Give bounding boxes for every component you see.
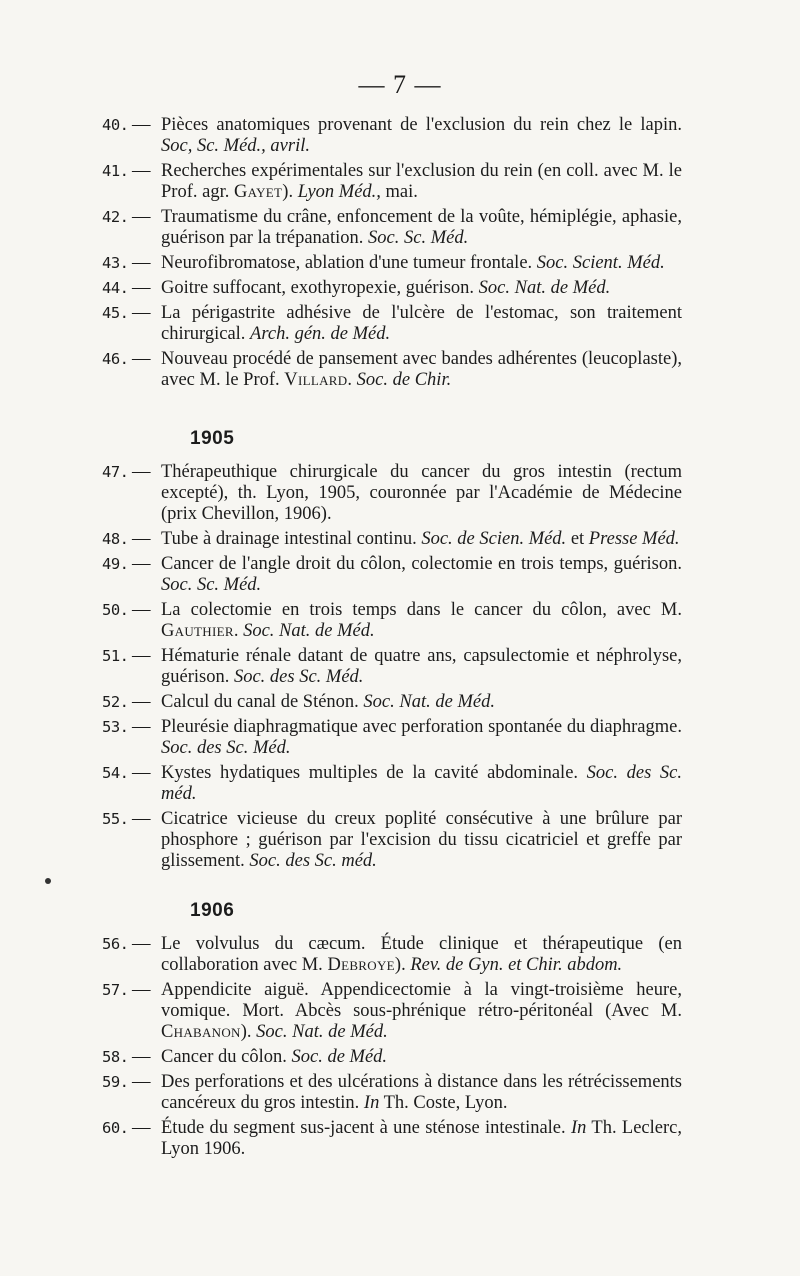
ink-dot bbox=[45, 878, 51, 884]
entry-number: 57. bbox=[102, 981, 129, 999]
list-item: 56. — Le volvulus du cæcum. Étude clinique et thérapeutique (en collaboration avec M. Debroye). Rev. de Gyn. et Chir. abdom. bbox=[102, 934, 682, 975]
entry-number: 55. bbox=[102, 810, 129, 828]
entry-number: 49. bbox=[102, 555, 129, 573]
entry-number: 47. bbox=[102, 463, 129, 481]
list-item: 57. — Appendicite aiguë. Appendicectomie à la vingt-troisième heure, vomique. Mort. Abcès sous-phrénique rétro-péritonéal (Avec M. Chabanon). Soc. Nat. de Méd. bbox=[102, 980, 682, 1042]
list-item: 46. — Nouveau procédé de pansement avec bandes adhérentes (leucoplaste), avec M. le Prof. Villard. Soc. de Chir. bbox=[102, 349, 682, 390]
list-item: 41. — Recherches expérimentales sur l'exclusion du rein (en coll. avec M. le Prof. agr. Gayet). Lyon Méd., mai. bbox=[102, 161, 682, 202]
entry-number: 45. bbox=[102, 304, 129, 322]
list-item: 45. — La périgastrite adhésive de l'ulcère de l'estomac, son traitement chirurgical. Arch. gén. de Méd. bbox=[102, 303, 682, 344]
list-item: 42. — Traumatisme du crâne, enfoncement de la voûte, hémiplégie, aphasie, guérison par la trépanation. Soc. Sc. Méd. bbox=[102, 207, 682, 248]
entry-number: 44. bbox=[102, 279, 129, 297]
section-1906 bbox=[102, 934, 682, 1164]
entry-number: 58. bbox=[102, 1048, 129, 1066]
list-item: 49. — Cancer de l'angle droit du côlon, colectomie en trois temps, guérison. Soc. Sc. Méd. bbox=[102, 554, 682, 595]
list-item: 40. — Pièces anatomiques provenant de l'exclusion du rein chez le lapin. Soc, Sc. Méd., avril. bbox=[102, 115, 682, 156]
year-heading-1905: 1905 bbox=[190, 428, 235, 449]
list-item: 55. — Cicatrice vicieuse du creux poplité consécutive à une brûlure par phosphore ; guérison par l'excision du tissu cicatriciel et greffe par glissement. Soc. des Sc. méd. bbox=[102, 809, 682, 871]
entry-number: 51. bbox=[102, 647, 129, 665]
entry-number: 59. bbox=[102, 1073, 129, 1091]
entry-number: 46. bbox=[102, 350, 129, 368]
list-item: 53. — Pleurésie diaphragmatique avec perforation spontanée du diaphragme. Soc. des Sc. Méd. bbox=[102, 717, 682, 758]
entry-number: 40. bbox=[102, 116, 129, 134]
list-item: 58. — Cancer du côlon. Soc. de Méd. bbox=[102, 1047, 388, 1067]
entry-number: 60. bbox=[102, 1119, 129, 1137]
list-item: 60. — Étude du segment sus-jacent à une sténose intestinale. In Th. Leclerc, Lyon 1906. bbox=[102, 1118, 682, 1159]
entry-number: 53. bbox=[102, 718, 129, 736]
year-heading-1906: 1906 bbox=[190, 900, 235, 921]
list-item: 48. — Tube à drainage intestinal continu. Soc. de Scien. Méd. et Presse Méd. bbox=[102, 529, 680, 549]
list-item: 59. — Des perforations et des ulcérations à distance dans les rétrécissements cancéreux du gros intestin. In Th. Coste, Lyon. bbox=[102, 1072, 682, 1113]
list-item: 44. — Goitre suffocant, exothyropexie, guérison. Soc. Nat. de Méd. bbox=[102, 278, 611, 298]
list-item: 52. — Calcul du canal de Sténon. Soc. Nat. de Méd. bbox=[102, 692, 495, 712]
list-item: 50. — La colectomie en trois temps dans le cancer du côlon, avec M. Gauthier. Soc. Nat. de Méd. bbox=[102, 600, 682, 641]
entry-number: 50. bbox=[102, 601, 129, 619]
entry-number: 41. bbox=[102, 162, 129, 180]
entry-number: 48. bbox=[102, 530, 129, 548]
entry-number: 52. bbox=[102, 693, 129, 711]
list-item: 43. — Neurofibromatose, ablation d'une tumeur frontale. Soc. Scient. Méd. bbox=[102, 253, 665, 273]
list-item: 47. — Thérapeuthique chirurgicale du cancer du gros intestin (rectum excepté), th. Lyon, 1905, couronnée par l'Académie de Médecine (prix Chevillon, 1906). bbox=[102, 462, 682, 524]
list-item: 51. — Hématurie rénale datant de quatre ans, capsulectomie et néphrolyse, guérison. Soc. des Sc. Méd. bbox=[102, 646, 682, 687]
section-1905 bbox=[102, 462, 682, 876]
list-item: 54. — Kystes hydatiques multiples de la cavité abdominale. Soc. des Sc. méd. bbox=[102, 763, 682, 804]
page-number: — 7 — bbox=[358, 70, 442, 99]
entry-number: 54. bbox=[102, 764, 129, 782]
entry-number: 43. bbox=[102, 254, 129, 272]
entry-number: 56. bbox=[102, 935, 129, 953]
entry-number: 42. bbox=[102, 208, 129, 226]
section-pre-1905 bbox=[102, 115, 682, 395]
